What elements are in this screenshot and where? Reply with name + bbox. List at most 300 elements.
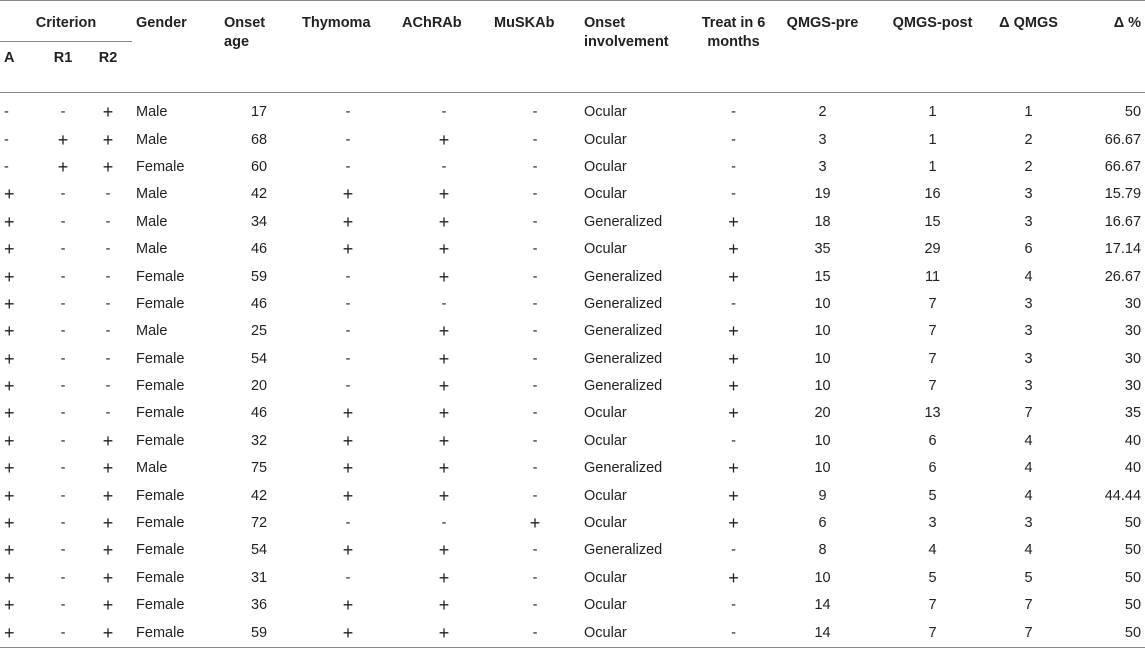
muskab-cell: - [532, 241, 538, 258]
treat-cell: + [728, 458, 739, 479]
treat-cell: - [731, 158, 736, 175]
treat-cell: - [731, 624, 736, 641]
onset-age-cell: 31 [250, 569, 268, 586]
treat-cell: - [731, 131, 736, 148]
thymoma-cell: - [345, 131, 351, 148]
criterion-r1-header: R1 [42, 42, 84, 93]
criterion-r1-cell: - [60, 624, 66, 641]
qmgs-post-cell: 7 [928, 323, 937, 340]
criterion-a-cell: + [4, 485, 15, 506]
treat-cell: + [728, 403, 739, 424]
muskab-cell: - [532, 597, 538, 614]
criterion-a-header: A [0, 42, 42, 93]
muskab-cell: - [532, 487, 538, 504]
criterion-r1-cell: - [60, 186, 66, 203]
achrab-cell: - [441, 295, 447, 312]
muskab-cell: - [532, 295, 538, 312]
thymoma-cell: - [345, 569, 351, 586]
gender-cell: Female [136, 597, 185, 614]
muskab-cell: - [532, 104, 538, 121]
qmgs-post-cell: 7 [928, 624, 937, 641]
onset-age-cell: 46 [250, 295, 268, 312]
qmgs-post-cell: 7 [928, 378, 937, 395]
criterion-r1-cell: - [60, 241, 66, 258]
criterion-a-cell: + [4, 293, 15, 314]
onset-age-cell: 32 [250, 432, 268, 449]
achrab-cell: - [441, 104, 447, 121]
thymoma-cell: + [342, 239, 354, 260]
table-row [0, 373, 1145, 400]
achrab-cell: + [438, 321, 450, 342]
gender-cell: Female [136, 624, 185, 641]
onset-involvement-cell: Ocular [584, 515, 627, 532]
muskab-cell: - [532, 268, 538, 285]
thymoma-header: Thymoma [298, 1, 398, 93]
onset-involvement-cell: Generalized [584, 378, 663, 395]
gender-cell: Male [136, 213, 168, 230]
qmgs-pre-cell: 9 [818, 487, 827, 504]
onset-age-cell: 42 [250, 487, 268, 504]
table-row [0, 510, 1145, 537]
table-row [0, 619, 1145, 647]
gender-cell: Female [136, 515, 185, 532]
qmgs-pre-cell: 14 [814, 624, 831, 641]
delta-percent-cell: 50 [1124, 624, 1142, 641]
muskab-header: MuSKAb [490, 1, 580, 93]
qmgs-pre-cell: 10 [814, 323, 831, 340]
qmgs-pre-cell: 19 [814, 186, 831, 203]
onset-involvement-cell: Generalized [584, 542, 663, 559]
delta-qmgs-cell: 2 [1024, 131, 1033, 148]
criterion-r1-cell: - [60, 487, 66, 504]
muskab-cell: - [532, 542, 538, 559]
criterion-r2-cell: + [102, 567, 114, 588]
criterion-a-cell: - [4, 158, 9, 175]
table-row [0, 482, 1145, 509]
criterion-r1-cell: - [60, 515, 66, 532]
criterion-a-cell: + [4, 458, 15, 479]
criterion-r1-cell: - [60, 597, 66, 614]
gender-cell: Female [136, 542, 185, 559]
criterion-a-cell: + [4, 239, 15, 260]
criterion-r1-cell: - [60, 432, 66, 449]
table-row [0, 455, 1145, 482]
criterion-r1-cell: - [60, 268, 66, 285]
delta-percent-cell: 30 [1124, 378, 1142, 395]
qmgs-pre-cell: 10 [814, 569, 831, 586]
qmgs-post-cell: 16 [924, 186, 941, 203]
criterion-r1-cell: - [60, 295, 66, 312]
criterion-r2-cell: + [102, 540, 114, 561]
criterion-r2-cell: - [105, 350, 111, 367]
treat-cell: + [728, 513, 739, 534]
onset-involvement-cell: Ocular [584, 158, 627, 175]
qmgs-post-cell: 1 [928, 104, 937, 121]
treat-cell: - [731, 186, 736, 203]
table-row [0, 291, 1145, 318]
criterion-r2-cell: - [105, 213, 111, 230]
treat-cell: + [728, 321, 739, 342]
qmgs-pre-cell: 10 [814, 432, 831, 449]
table-row [0, 236, 1145, 263]
criterion-r2-cell: - [105, 186, 111, 203]
thymoma-cell: - [345, 323, 351, 340]
criterion-r1-cell: - [60, 405, 66, 422]
achrab-cell: + [438, 348, 450, 369]
criterion-r2-cell: + [102, 458, 114, 479]
delta-qmgs-cell: 3 [1024, 350, 1033, 367]
delta-percent-cell: 50 [1124, 597, 1142, 614]
table-row [0, 537, 1145, 564]
gender-cell: Female [136, 432, 185, 449]
criterion-r1-cell: - [60, 569, 66, 586]
delta-qmgs-cell: 4 [1024, 432, 1033, 449]
qmgs-pre-cell: 35 [814, 241, 831, 258]
gender-cell: Male [136, 131, 168, 148]
treat-cell: + [728, 376, 739, 397]
criterion-r1-cell: - [60, 323, 66, 340]
delta-qmgs-cell: 5 [1024, 569, 1033, 586]
criterion-header: Criterion [35, 15, 97, 31]
criterion-a-cell: + [4, 430, 15, 451]
qmgs-post-cell: 6 [928, 460, 937, 477]
table-row [0, 592, 1145, 619]
table-row [0, 93, 1145, 127]
onset-involvement-cell: Ocular [584, 597, 627, 614]
delta-percent-cell: 50 [1124, 542, 1142, 559]
treat-cell: + [728, 567, 739, 588]
qmgs-post-cell: 11 [925, 268, 941, 285]
gender-cell: Female [136, 295, 185, 312]
achrab-header: AChRAb [398, 1, 490, 93]
thymoma-cell: - [345, 295, 351, 312]
achrab-cell: + [438, 622, 450, 643]
delta-qmgs-cell: 3 [1024, 295, 1033, 312]
thymoma-cell: + [342, 403, 354, 424]
delta-qmgs-cell: 4 [1024, 268, 1033, 285]
treat-cell: + [728, 266, 739, 287]
achrab-cell: + [438, 129, 450, 150]
qmgs-pre-cell: 8 [818, 542, 827, 559]
qmgs-pre-cell: 3 [818, 158, 827, 175]
delta-percent-cell: 30 [1124, 295, 1142, 312]
criterion-r1-cell: + [57, 129, 69, 150]
achrab-cell: + [438, 595, 450, 616]
criterion-r2-cell: + [102, 513, 114, 534]
criterion-r2-cell: - [105, 405, 111, 422]
gender-header: Gender [132, 1, 220, 93]
onset-involvement-cell: Generalized [584, 268, 663, 285]
table-row [0, 565, 1145, 592]
onset-involvement-cell: Generalized [584, 323, 663, 340]
delta-qmgs-cell: 6 [1024, 241, 1033, 258]
onset-age-cell: 54 [250, 350, 268, 367]
qmgs-post-header: QMGS-post [875, 1, 990, 93]
gender-cell: Female [136, 405, 185, 422]
treat-cell: - [731, 432, 736, 449]
delta-qmgs-cell: 7 [1024, 405, 1033, 422]
criterion-a-cell: + [4, 567, 15, 588]
gender-cell: Male [136, 104, 168, 121]
delta-percent-cell: 26.67 [1104, 268, 1142, 285]
achrab-cell: + [438, 266, 450, 287]
gender-cell: Male [136, 460, 168, 477]
criterion-a-cell: + [4, 595, 15, 616]
table-row [0, 400, 1145, 427]
thymoma-cell: + [342, 430, 354, 451]
muskab-cell: - [532, 405, 538, 422]
onset-involvement-cell: Ocular [584, 432, 627, 449]
qmgs-post-cell: 29 [924, 241, 941, 258]
qmgs-post-cell: 7 [928, 597, 937, 614]
onset-age-cell: 68 [250, 131, 268, 148]
qmgs-pre-cell: 10 [814, 378, 831, 395]
delta-qmgs-cell: 3 [1024, 213, 1033, 230]
criterion-a-cell: + [4, 184, 15, 205]
onset-age-cell: 72 [250, 515, 268, 532]
treat-header: Treat in 6 months [697, 1, 770, 93]
gender-cell: Female [136, 158, 185, 175]
gender-cell: Male [136, 241, 168, 258]
table-row [0, 263, 1145, 290]
delta-qmgs-cell: 7 [1024, 597, 1033, 614]
treat-cell: - [731, 542, 736, 559]
thymoma-cell: - [345, 104, 351, 121]
qmgs-post-cell: 7 [928, 295, 937, 312]
qmgs-pre-cell: 15 [814, 268, 831, 285]
qmgs-pre-cell: 10 [814, 295, 831, 312]
onset-age-header: Onset age [220, 1, 298, 93]
qmgs-post-cell: 13 [924, 405, 941, 422]
criterion-a-cell: + [4, 266, 15, 287]
qmgs-post-cell: 1 [928, 158, 937, 175]
onset-involvement-cell: Ocular [584, 104, 627, 121]
delta-percent-cell: 50 [1124, 104, 1142, 121]
qmgs-pre-cell: 3 [818, 131, 827, 148]
onset-age-cell: 34 [250, 213, 268, 230]
delta-qmgs-cell: 3 [1024, 186, 1033, 203]
delta-percent-cell: 50 [1124, 515, 1142, 532]
delta-qmgs-header: Δ QMGS [990, 1, 1067, 93]
qmgs-post-cell: 3 [928, 515, 937, 532]
muskab-cell: - [532, 323, 538, 340]
criterion-r2-cell: + [102, 129, 114, 150]
qmgs-post-cell: 7 [928, 350, 937, 367]
onset-involvement-cell: Generalized [584, 295, 663, 312]
muskab-cell: - [532, 213, 538, 230]
thymoma-cell: + [342, 485, 354, 506]
delta-qmgs-cell: 4 [1024, 542, 1033, 559]
qmgs-post-cell: 4 [928, 542, 937, 559]
thymoma-cell: - [345, 158, 351, 175]
delta-qmgs-cell: 3 [1024, 323, 1033, 340]
gender-cell: Female [136, 487, 185, 504]
achrab-cell: + [438, 239, 450, 260]
delta-percent-cell: 50 [1124, 569, 1142, 586]
onset-age-cell: 20 [250, 378, 268, 395]
thymoma-cell: + [342, 184, 354, 205]
thymoma-cell: - [345, 515, 351, 532]
qmgs-post-cell: 5 [928, 487, 937, 504]
onset-involvement-cell: Ocular [584, 241, 627, 258]
treat-cell: - [731, 104, 736, 121]
delta-qmgs-cell: 7 [1024, 624, 1033, 641]
table-row [0, 209, 1145, 236]
onset-age-cell: 54 [250, 542, 268, 559]
delta-percent-cell: 30 [1124, 350, 1142, 367]
criterion-r1-cell: - [60, 378, 66, 395]
gender-cell: Female [136, 268, 185, 285]
thymoma-cell: + [342, 540, 354, 561]
onset-age-cell: 25 [250, 323, 268, 340]
thymoma-cell: - [345, 268, 351, 285]
onset-age-cell: 60 [250, 158, 268, 175]
criterion-a-cell: + [4, 403, 15, 424]
treat-cell: - [731, 597, 736, 614]
qmgs-post-cell: 15 [924, 213, 941, 230]
criterion-a-cell: + [4, 321, 15, 342]
delta-percent-cell: 40 [1124, 432, 1142, 449]
achrab-cell: + [438, 567, 450, 588]
onset-age-cell: 59 [250, 624, 268, 641]
criterion-r2-cell: + [102, 102, 114, 123]
delta-percent-cell: 35 [1124, 405, 1142, 422]
criterion-a-cell: + [4, 376, 15, 397]
gender-cell: Female [136, 569, 185, 586]
criterion-r2-cell: - [105, 268, 111, 285]
achrab-cell: + [438, 540, 450, 561]
achrab-cell: - [441, 158, 447, 175]
criterion-r2-cell: - [105, 295, 111, 312]
qmgs-post-cell: 1 [928, 131, 937, 148]
delta-percent-cell: 44.44 [1104, 487, 1142, 504]
qmgs-pre-cell: 2 [818, 104, 827, 121]
table-body [0, 93, 1145, 648]
qmgs-post-cell: 6 [928, 432, 937, 449]
delta-percent-cell: 40 [1124, 460, 1142, 477]
delta-percent-cell: 30 [1124, 323, 1142, 340]
onset-involvement-cell: Generalized [584, 213, 663, 230]
onset-involvement-cell: Generalized [584, 460, 663, 477]
delta-qmgs-cell: 3 [1024, 515, 1033, 532]
achrab-cell: + [438, 184, 450, 205]
delta-qmgs-cell: 2 [1024, 158, 1033, 175]
muskab-cell: - [532, 186, 538, 203]
qmgs-pre-cell: 6 [818, 515, 827, 532]
onset-involvement-cell: Ocular [584, 624, 627, 641]
delta-qmgs-cell: 1 [1024, 104, 1033, 121]
criterion-r2-cell: - [105, 323, 111, 340]
gender-cell: Male [136, 186, 168, 203]
onset-age-cell: 46 [250, 241, 268, 258]
table-row [0, 428, 1145, 455]
criterion-r1-cell: - [60, 213, 66, 230]
gender-cell: Female [136, 350, 185, 367]
criterion-r2-cell: + [102, 485, 114, 506]
muskab-cell: - [532, 131, 538, 148]
table-row [0, 126, 1145, 153]
criterion-r1-cell: - [60, 460, 66, 477]
criterion-a-cell: + [4, 348, 15, 369]
delta-percent-cell: 16.67 [1104, 213, 1142, 230]
table-row [0, 181, 1145, 208]
criterion-r1-cell: - [60, 350, 66, 367]
muskab-cell: - [532, 624, 538, 641]
criterion-r1-cell: - [60, 104, 66, 121]
criterion-r2-cell: + [102, 622, 114, 643]
onset-involvement-header: Onset involvement [580, 1, 697, 93]
onset-involvement-cell: Ocular [584, 569, 627, 586]
thymoma-cell: + [342, 595, 354, 616]
criterion-r2-cell: - [105, 241, 111, 258]
achrab-cell: + [438, 458, 450, 479]
thymoma-cell: + [342, 622, 354, 643]
treat-cell: - [731, 295, 736, 312]
thymoma-cell: + [342, 211, 354, 232]
onset-involvement-cell: Generalized [584, 350, 663, 367]
delta-qmgs-cell: 3 [1024, 378, 1033, 395]
achrab-cell: + [438, 430, 450, 451]
onset-involvement-cell: Ocular [584, 186, 627, 203]
table-row [0, 154, 1145, 181]
muskab-cell: - [532, 569, 538, 586]
onset-age-cell: 36 [250, 597, 268, 614]
criterion-a-cell: + [4, 540, 15, 561]
gender-cell: Male [136, 323, 168, 340]
qmgs-pre-cell: 10 [814, 350, 831, 367]
criterion-a-cell: + [4, 513, 15, 534]
criterion-r2-header: R2 [84, 42, 132, 93]
qmgs-pre-cell: 10 [814, 460, 831, 477]
onset-age-cell: 46 [250, 405, 268, 422]
delta-percent-cell: 17.14 [1104, 241, 1142, 258]
muskab-cell: - [532, 460, 538, 477]
criterion-a-cell: + [4, 622, 15, 643]
qmgs-post-cell: 5 [928, 569, 937, 586]
table-row [0, 318, 1145, 345]
onset-age-cell: 42 [250, 186, 268, 203]
onset-age-cell: 75 [250, 460, 268, 477]
criterion-r2-cell: + [102, 595, 114, 616]
muskab-cell: - [532, 350, 538, 367]
criterion-r2-cell: + [102, 430, 114, 451]
onset-involvement-cell: Ocular [584, 487, 627, 504]
gender-cell: Female [136, 378, 185, 395]
treat-cell: + [728, 239, 739, 260]
treat-cell: + [728, 211, 739, 232]
criterion-a-cell: + [4, 211, 15, 232]
criterion-r1-cell: - [60, 542, 66, 559]
qmgs-pre-cell: 20 [814, 405, 831, 422]
onset-age-cell: 59 [250, 268, 268, 285]
thymoma-cell: - [345, 378, 351, 395]
achrab-cell: + [438, 211, 450, 232]
thymoma-cell: - [345, 350, 351, 367]
thymoma-cell: + [342, 458, 354, 479]
achrab-cell: + [438, 403, 450, 424]
qmgs-pre-cell: 14 [814, 597, 831, 614]
achrab-cell: + [438, 485, 450, 506]
delta-percent-cell: 15.79 [1104, 186, 1142, 203]
achrab-cell: + [438, 376, 450, 397]
treat-cell: + [728, 348, 739, 369]
criterion-a-cell: - [4, 104, 9, 121]
treat-cell: + [728, 485, 739, 506]
onset-involvement-cell: Ocular [584, 131, 627, 148]
criterion-r2-cell: + [102, 156, 114, 177]
delta-percent-cell: 66.67 [1104, 131, 1142, 148]
muskab-cell: - [532, 158, 538, 175]
